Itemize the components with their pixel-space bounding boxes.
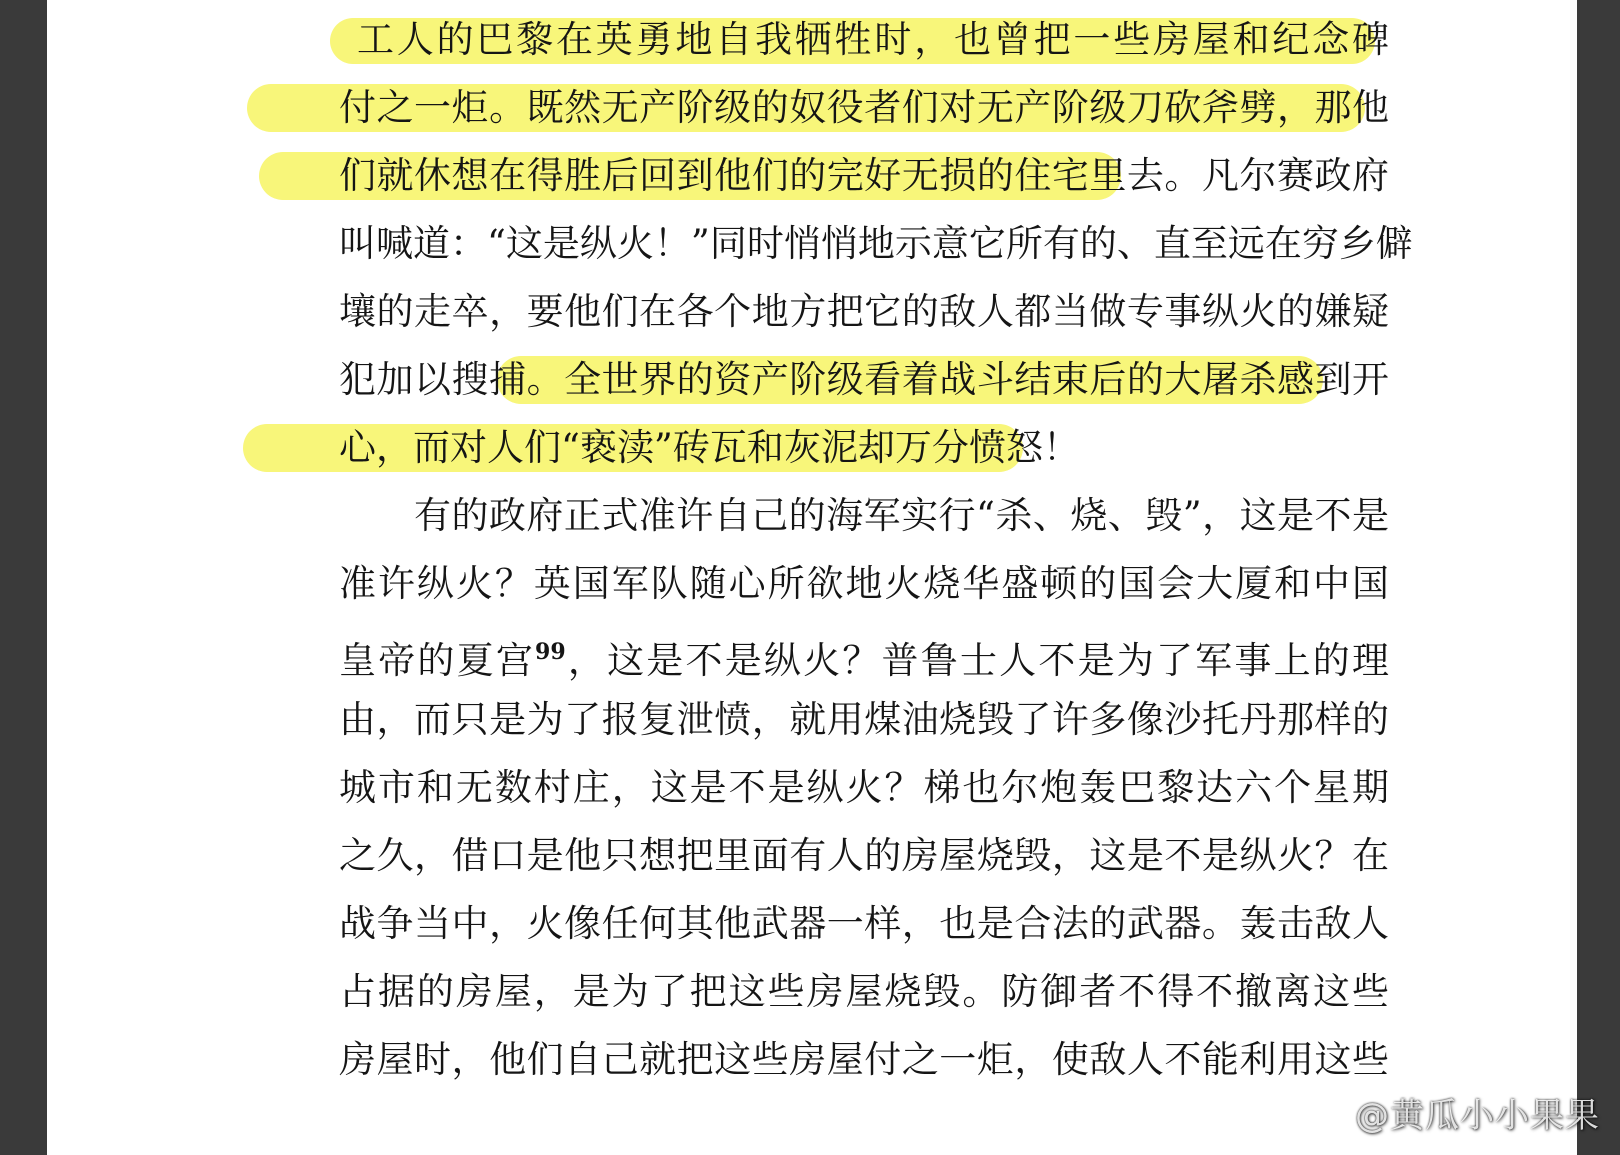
- watermark: [1321, 1088, 1600, 1137]
- text-line: 付之一炬。既然无产阶级的奴役者们对无产阶级刀砍斧劈，那他: [339, 86, 1389, 129]
- text-line: 有的政府正式准许自己的海军实行“杀、烧、毁”，这是不是: [414, 494, 1389, 537]
- text-line: 们就休想在得胜后回到他们的完好无损的住宅里去。凡尔赛政府: [339, 154, 1390, 197]
- text-line: 犯加以搜捕。全世界的资产阶级看着战斗结束后的大屠杀感到开: [339, 358, 1390, 401]
- text-line: 城市和无数村庄，这是不是纵火？梯也尔炮轰巴黎达六个星期: [339, 766, 1389, 809]
- text-segment: 凡尔赛政府: [1201, 154, 1390, 197]
- book-page: [47, 0, 1577, 1155]
- weibo-icon: [1321, 1104, 1351, 1130]
- text-line: 之久，借口是他只想把里面有人的房屋烧毁，这是不是纵火？在: [339, 834, 1389, 877]
- text-line: 战争当中，火像任何其他武器一样，也是合法的武器。轰击敌人: [339, 902, 1389, 945]
- text-line: 叫喊道：“这是纵火！”同时悄悄地示意它所有的、直至远在穷乡僻: [339, 222, 1413, 265]
- footnote-marker: 99: [535, 639, 566, 665]
- text-line: 占据的房屋，是为了把这些房屋烧毁。防御者不得不撤离这些: [339, 970, 1389, 1013]
- text-line: 皇帝的夏宫$^{99}$，这是不是纵火？普鲁士人不是为了军事上的理: [339, 639, 1390, 682]
- text-line: 壤的走卒，要他们在各个地方把它的敌人都当做专事纵火的嫌疑: [339, 290, 1389, 333]
- text-line: 准许纵火？英国军队随心所欲地火烧华盛顿的国会大厦和中国: [339, 562, 1389, 605]
- text-line: 房屋时，他们自己就把这些房屋付之一炬，使敌人不能利用这些: [339, 1038, 1389, 1081]
- text-line: 心，而对人们“亵渎”砖瓦和灰泥却万分愤怒！: [339, 426, 1080, 469]
- text-segment: 全世界的资产阶级看着战斗结束后的大屠杀感到开: [564, 358, 1390, 401]
- text-line: 工人的巴黎在英勇地自我牺牲时，也曾把一些房屋和纪念碑: [357, 18, 1389, 61]
- watermark-text: @黄瓜小小果果: [1355, 1096, 1600, 1136]
- text-line: 由，而只是为了报复泄愤，就用煤油烧毁了许多像沙托丹那样的: [339, 698, 1389, 741]
